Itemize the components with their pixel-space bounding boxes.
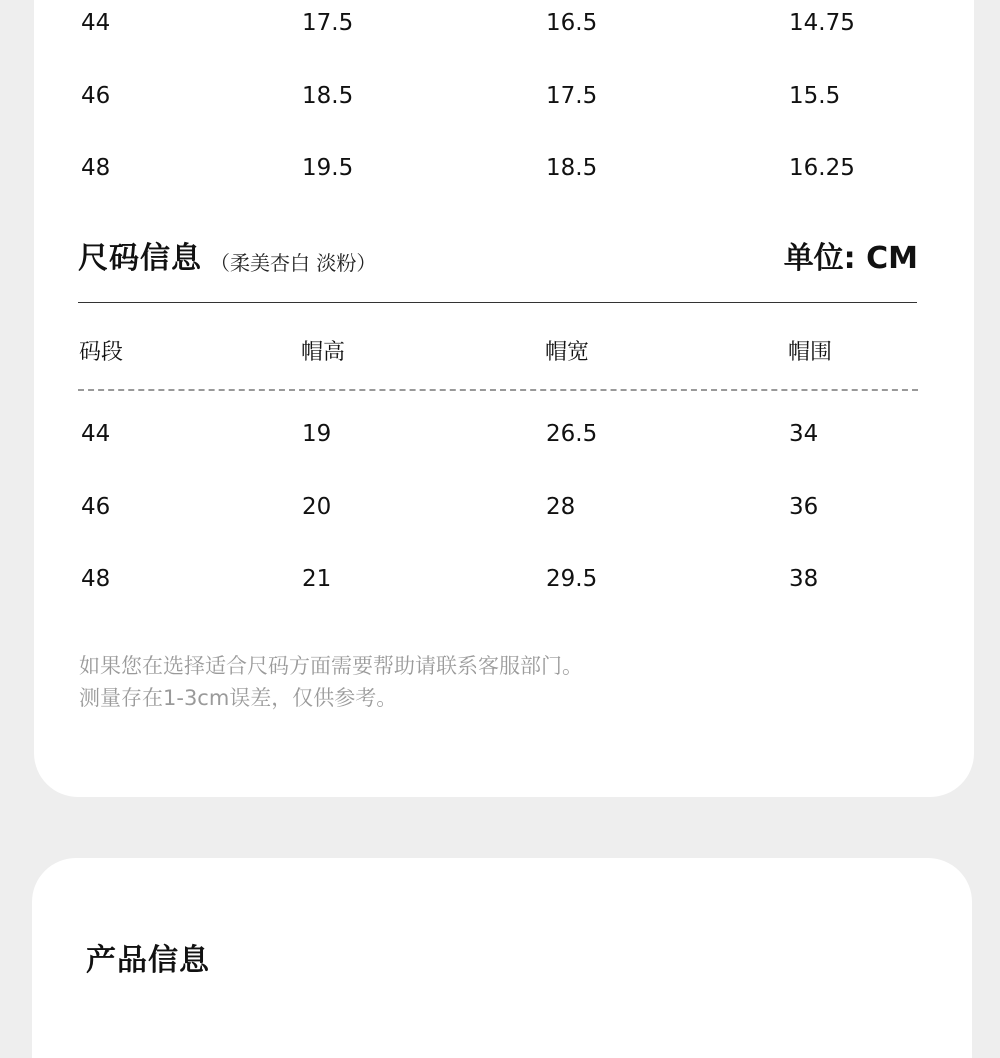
table-row — [0, 416, 1000, 452]
table-cell: 18.5 — [546, 155, 598, 181]
section-subtitle: （柔美杏白 淡粉） — [210, 251, 377, 275]
table-cell: 38 — [789, 566, 819, 592]
table-header-row — [0, 335, 1000, 371]
table-cell: 46 — [81, 83, 111, 109]
table-cell: 16.5 — [546, 10, 598, 36]
help-note: 如果您在选择适合尺码方面需要帮助请联系客服部门。 — [79, 654, 583, 678]
table-cell: 17.5 — [546, 83, 598, 109]
product-info-title: 产品信息 — [86, 943, 210, 978]
table-row — [0, 5, 1000, 41]
table-cell: 48 — [81, 566, 111, 592]
table-cell: 15.5 — [789, 83, 841, 109]
column-header-hat-height: 帽高 — [301, 340, 346, 365]
dashed-divider — [78, 389, 918, 391]
unit-label: 单位: CM — [783, 241, 918, 276]
column-header-hat-width: 帽宽 — [545, 340, 590, 365]
table-cell: 17.5 — [302, 10, 354, 36]
table-row — [0, 489, 1000, 525]
header-divider — [78, 302, 917, 303]
table-cell: 16.25 — [789, 155, 855, 181]
size-section-header — [78, 236, 918, 282]
section-title: 尺码信息 — [78, 241, 202, 276]
measurement-note: 测量存在1-3cm误差，仅供参考。 — [79, 686, 398, 710]
table-row — [0, 150, 1000, 186]
table-cell: 46 — [81, 494, 111, 520]
table-cell: 44 — [81, 10, 111, 36]
table-cell: 44 — [81, 421, 111, 447]
table-cell: 14.75 — [789, 10, 855, 36]
table-cell: 48 — [81, 155, 111, 181]
table-cell: 28 — [546, 494, 576, 520]
column-header-circumference: 帽围 — [788, 340, 833, 365]
table-cell: 19 — [302, 421, 332, 447]
table-cell: 34 — [789, 421, 819, 447]
table-cell: 21 — [302, 566, 332, 592]
table-cell: 18.5 — [302, 83, 354, 109]
table-cell: 19.5 — [302, 155, 354, 181]
table-row — [0, 78, 1000, 114]
column-header-size-range: 码段 — [79, 340, 124, 365]
table-cell: 36 — [789, 494, 819, 520]
table-cell: 26.5 — [546, 421, 598, 447]
table-row — [0, 561, 1000, 597]
table-cell: 20 — [302, 494, 332, 520]
table-cell: 29.5 — [546, 566, 598, 592]
